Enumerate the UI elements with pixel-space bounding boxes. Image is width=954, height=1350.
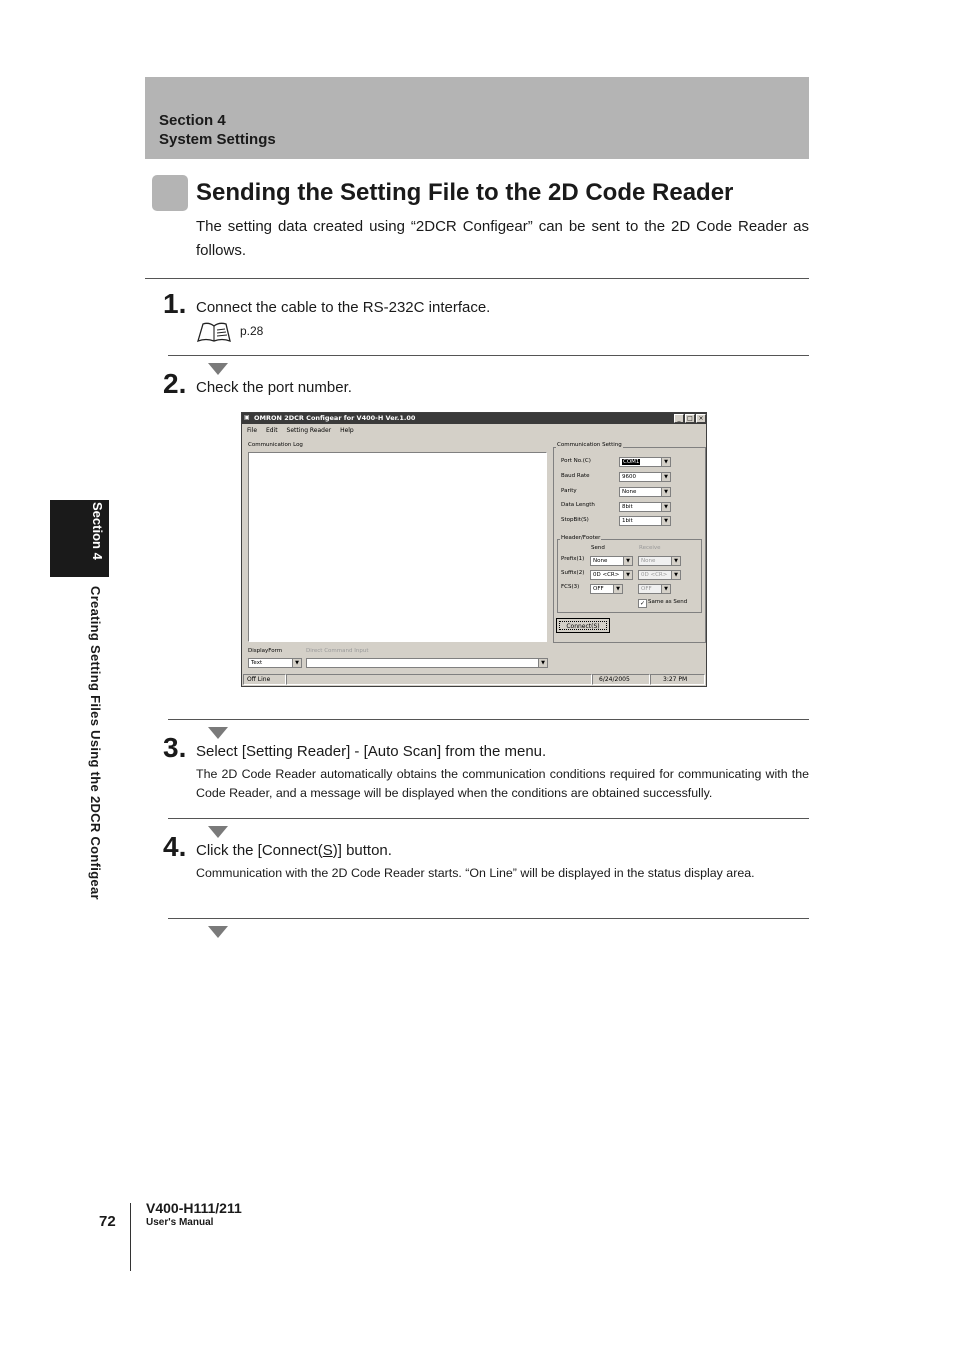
same-as-send-checkbox[interactable]: ✓ <box>639 600 646 607</box>
step-4-description: Communication with the 2D Code Reader starts. “On Line” will be displayed in the status display area. <box>196 866 755 880</box>
dropdown-arrow-icon: ▼ <box>661 517 670 525</box>
prefix-label: Prefix(1) <box>561 556 585 562</box>
step-4-text: Click the [Connect(S)] button. <box>196 842 392 859</box>
configear-window-screenshot <box>241 412 707 687</box>
fcs-receive-select[interactable]: OFF ▼ <box>638 584 671 594</box>
port-label: Port No.(C) <box>561 458 591 464</box>
dropdown-arrow-icon: ▼ <box>671 571 680 579</box>
direct-command-input[interactable] <box>306 658 548 668</box>
stop-bit-label: StopBit(S) <box>561 517 589 523</box>
step-1-text: Connect the cable to the RS-232C interface. <box>196 299 491 316</box>
step-2-text: Check the port number. <box>196 379 352 396</box>
minimize-icon[interactable]: _ <box>674 414 684 423</box>
close-icon[interactable]: × <box>696 414 706 423</box>
communication-log-area[interactable] <box>248 452 547 642</box>
menu-bar <box>247 427 361 434</box>
divider <box>168 818 809 819</box>
dropdown-arrow-icon: ▼ <box>623 571 632 579</box>
connect-button[interactable]: Connect(S) <box>556 618 610 633</box>
step-arrow-icon <box>208 727 228 739</box>
step-1-number: 1. <box>163 288 187 319</box>
prefix-receive-select[interactable]: None ▼ <box>638 556 681 566</box>
communication-log-label: Communication Log <box>248 442 303 448</box>
dropdown-arrow-icon: ▼ <box>623 557 632 565</box>
app-icon: ▣ <box>244 414 250 421</box>
dropdown-arrow-icon: ▼ <box>661 473 670 481</box>
menu-setting-reader[interactable]: Setting Reader <box>286 427 332 434</box>
dropdown-arrow-icon: ▼ <box>661 585 670 593</box>
divider <box>168 918 809 919</box>
maximize-icon[interactable]: □ <box>685 414 695 423</box>
data-length-select[interactable]: 8bit ▼ <box>619 502 671 512</box>
menu-file[interactable]: File <box>247 427 258 434</box>
send-column-label: Send <box>591 545 605 551</box>
fcs-send-select[interactable]: OFF ▼ <box>590 584 623 594</box>
dropdown-arrow-icon: ▼ <box>671 557 680 565</box>
suffix-label: Suffix(2) <box>561 570 585 576</box>
connection-status: Off Line <box>243 674 286 685</box>
parity-select[interactable]: None ▼ <box>619 487 671 497</box>
side-chapter-title: Creating Setting Files Using the 2DCR Configear <box>88 586 103 900</box>
fcs-label: FCS(3) <box>561 584 580 590</box>
page-reference-link[interactable]: p.28 <box>240 324 264 338</box>
baud-rate-label: Baud Rate <box>561 473 590 479</box>
direct-command-label: Direct Command Input <box>306 648 369 654</box>
display-form-select[interactable]: Text ▼ <box>248 658 302 668</box>
communication-setting-label: Communication Setting <box>557 442 622 448</box>
status-date: 6/24/2005 <box>592 674 650 685</box>
step-2-number: 2. <box>163 368 187 399</box>
window-title: OMRON 2DCR Configear for V400-H Ver.1.00 <box>254 414 416 422</box>
title-marker <box>152 175 188 211</box>
step-3-number: 3. <box>163 732 187 763</box>
same-as-send-label: Same as Send <box>648 599 688 605</box>
step-arrow-icon <box>208 826 228 838</box>
reference-book-icon <box>196 321 232 343</box>
status-message-area <box>286 674 592 685</box>
receive-column-label: Receive <box>639 545 661 551</box>
suffix-receive-select[interactable]: 0D <CR> ▼ <box>638 570 681 580</box>
manual-label: User's Manual <box>146 1217 214 1228</box>
window-titlebar <box>242 413 706 424</box>
dropdown-arrow-icon: ▼ <box>292 659 301 667</box>
dropdown-arrow-icon: ▼ <box>661 458 670 466</box>
section-number: Section 4 <box>159 112 226 129</box>
status-time: 3:27 PM <box>650 674 705 685</box>
step-arrow-icon <box>208 926 228 938</box>
intro-paragraph: The setting data created using “2DCR Configear” can be sent to the 2D Code Reader as follows. <box>196 218 809 259</box>
step-4-number: 4. <box>163 831 187 862</box>
divider <box>145 278 809 279</box>
page-number: 72 <box>99 1213 116 1230</box>
display-form-label: DisplayForm <box>248 648 283 654</box>
parity-label: Parity <box>561 488 577 494</box>
menu-edit[interactable]: Edit <box>265 427 278 434</box>
page-title: Sending the Setting File to the 2D Code Reader <box>196 179 734 206</box>
footer-divider <box>130 1203 131 1271</box>
header-footer-label: Header/Footer <box>561 535 601 541</box>
menu-help[interactable]: Help <box>340 427 354 434</box>
dropdown-arrow-icon: ▼ <box>613 585 622 593</box>
port-select[interactable]: COM1 ▼ <box>619 457 671 467</box>
suffix-send-select[interactable]: 0D <CR> ▼ <box>590 570 633 580</box>
divider <box>168 355 809 356</box>
dropdown-arrow-icon: ▼ <box>661 488 670 496</box>
dropdown-arrow-icon: ▼ <box>538 659 547 667</box>
prefix-send-select[interactable]: None ▼ <box>590 556 633 566</box>
stop-bit-select[interactable]: 1bit ▼ <box>619 516 671 526</box>
step-3-description: The 2D Code Reader automatically obtains the communication conditions required for communicating with the Code Reader, and a message will be displayed when the conditions are obtained successfully. <box>196 767 809 800</box>
step-arrow-icon <box>208 363 228 375</box>
dropdown-arrow-icon: ▼ <box>661 503 670 511</box>
data-length-label: Data Length <box>561 502 595 508</box>
divider <box>168 719 809 720</box>
product-model: V400-H111/211 <box>146 1200 242 1216</box>
step-3-text: Select [Setting Reader] - [Auto Scan] from the menu. <box>196 743 547 760</box>
side-tab-label: Section 4 <box>90 502 105 560</box>
section-title: System Settings <box>159 131 276 148</box>
baud-rate-select[interactable]: 9600 ▼ <box>619 472 671 482</box>
